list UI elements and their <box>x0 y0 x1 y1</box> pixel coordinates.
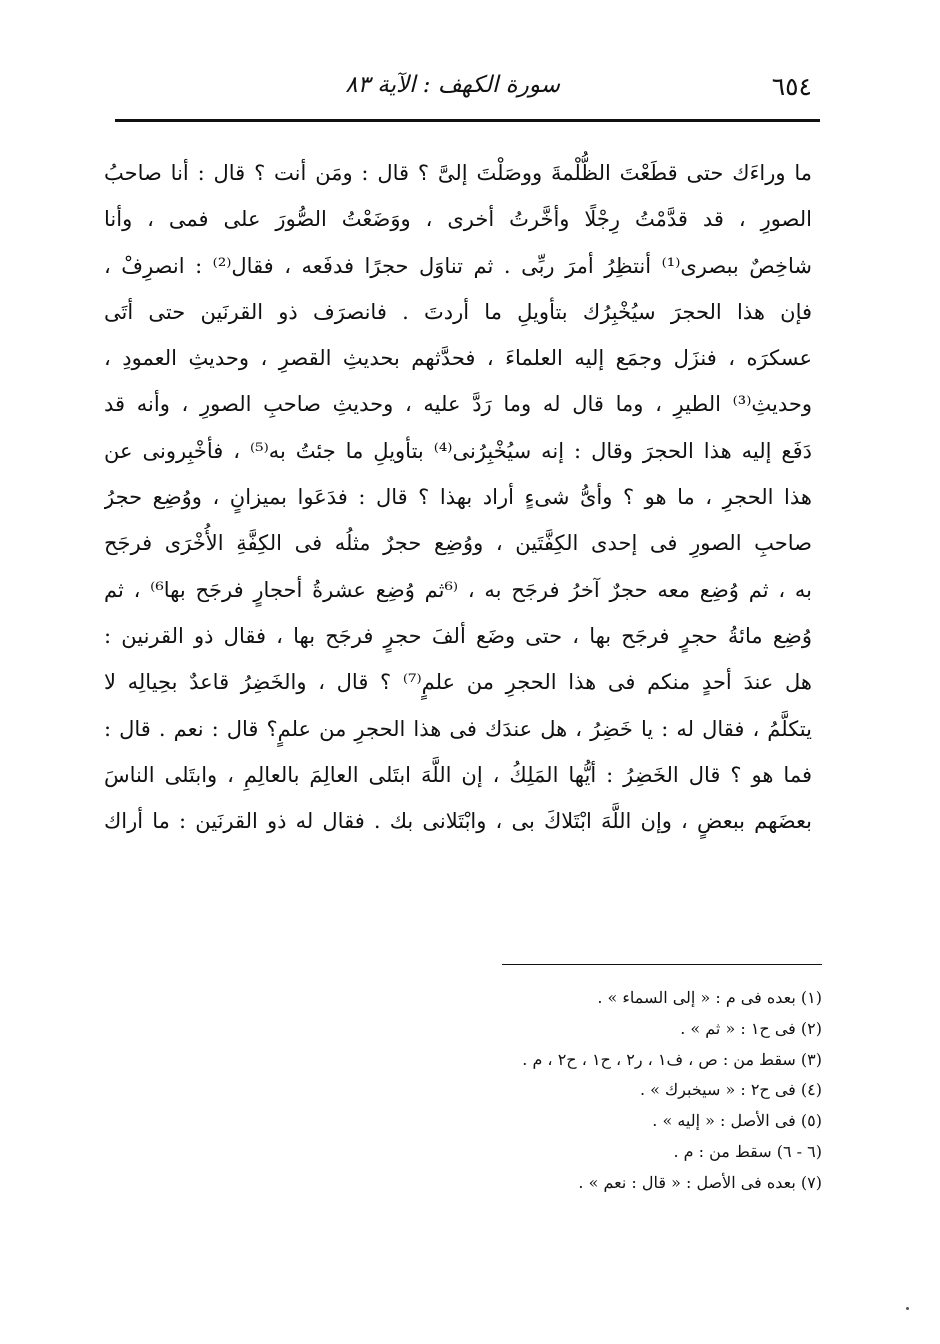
text-line: هل عندَ أحدٍ منكم فى هذا الحجرِ من علمٍ⁽⁷⁾ ؟ قال ، والخَضِرُ قاعدٌ بحِيالِه لا <box>104 670 812 695</box>
running-title: سورة الكهف : الآية ٨٣ <box>345 72 560 98</box>
text-line: هذا الحجرِ ، ما هو ؟ وأىُّ شىءٍ أراد بهذا ؟ قال : فدَعَوا بميزانٍ ، ووُضِع حجرُ <box>104 485 812 510</box>
header-rule <box>115 119 820 122</box>
text-line: صاحبِ الصورِ فى إحدى الكِفَّتَين ، ووُضِع حجرٌ مثلُه فى الكِفَّةِ الأُخْرَى فرجَح <box>104 531 812 556</box>
page-number: ٦٥٤ <box>771 72 812 101</box>
text-line: شاخِصٌ ببصرى⁽¹⁾ أنتظِرُ أمرَ ربِّى . ثم تناوَل حجرًا فدفَعه ، فقال⁽²⁾ : انصرِفْ ، <box>104 253 812 278</box>
footnote-rule <box>502 964 822 965</box>
text-line: عسكرَه ، فنزَل وجمَع إليه العلماءَ ، فحدَّثهم بحديثِ القصرِ ، وحديثِ العمودِ ، <box>104 346 812 371</box>
text-line: فإن هذا الحجرَ سيُخْبِرُك بتأويلِ ما أردتَ . فانصرَف ذو القرنَين حتى أتَى <box>104 299 812 324</box>
footnote: (٤) فى ح٢ : « سيخبرك » . <box>639 1080 822 1100</box>
text-line: دَفَع إليه هذا الحجرَ وقال : إنه سيُخْبِرُنى⁽⁴⁾ بتأويلِ ما جئتُ به⁽⁵⁾ ، فأخْبِرونى عن <box>104 438 812 463</box>
text-line: وُضِع مائةُ حجرٍ فرجَح بها ، حتى وضَع ألفَ حجرٍ فرجَح بها ، فقال ذو القرنين : <box>104 623 812 648</box>
footnote: (١) بعده فى م : « إلى السماء » . <box>597 988 822 1007</box>
footnote: (٧) بعده فى الأصل : « قال : نعم » . <box>578 1172 822 1192</box>
page-header <box>115 68 820 108</box>
text-line: وحديثِ⁽³⁾ الطيرِ ، وما قال له وما رَدَّ عليه ، وحديثِ صاحبِ الصورِ ، وأنه قد <box>104 392 812 417</box>
text-line: به ، ثم وُضِع معه حجرٌ آخرُ فرجَح به ، ⁽⁶ثم وُضِع عشرةُ أحجارٍ فرجَح بها⁶⁾ ، ثم <box>104 577 812 602</box>
main-text <box>104 150 812 844</box>
footnote: (٦ - ٦) سقط من : م . <box>673 1141 822 1161</box>
text-line: الصورِ ، قد قدَّمْتُ رِجْلًا وأخَّرتُ أخرى ، ووَضَعْتُ الصُّورَ على فمى ، وأنا <box>104 207 812 232</box>
footnotes <box>222 983 822 1199</box>
text-line: فما هو ؟ قال الخَضِرُ : أيُّها المَلِكُ ، إن اللَّهَ ابتَلى العالِمَ بالعالِمِ ، وابتَلى الناسَ <box>104 762 812 787</box>
footnote: (٥) فى الأصل : « إليه » . <box>652 1111 822 1131</box>
footnote: (٢) فى ح١ : « ثم » . <box>680 1018 822 1038</box>
text-line: يتكلَّمُ ، فقال له : يا خَضِرُ ، هل عندَك فى هذا الحجرِ من علمٍ؟ قال : نعم . قال : <box>104 716 812 741</box>
text-line: بعضَهم ببعضٍ ، وإن اللَّهَ ابْتَلاكَ بى ، وابْتَلانى بك . فقال له ذو القرنَين : ما أراك <box>104 809 812 834</box>
footnote: (٣) سقط من : ص ، ف١ ، ر٢ ، ح١ ، ح٢ ، م . <box>522 1049 822 1069</box>
scan-speck <box>906 1307 909 1310</box>
text-line: ما وراءَك حتى قطَعْتَ الظُّلْمةَ ووصَلْتَ إلىَّ ؟ قال : ومَن أنت ؟ قال : أنا صاحبُ <box>104 161 812 185</box>
